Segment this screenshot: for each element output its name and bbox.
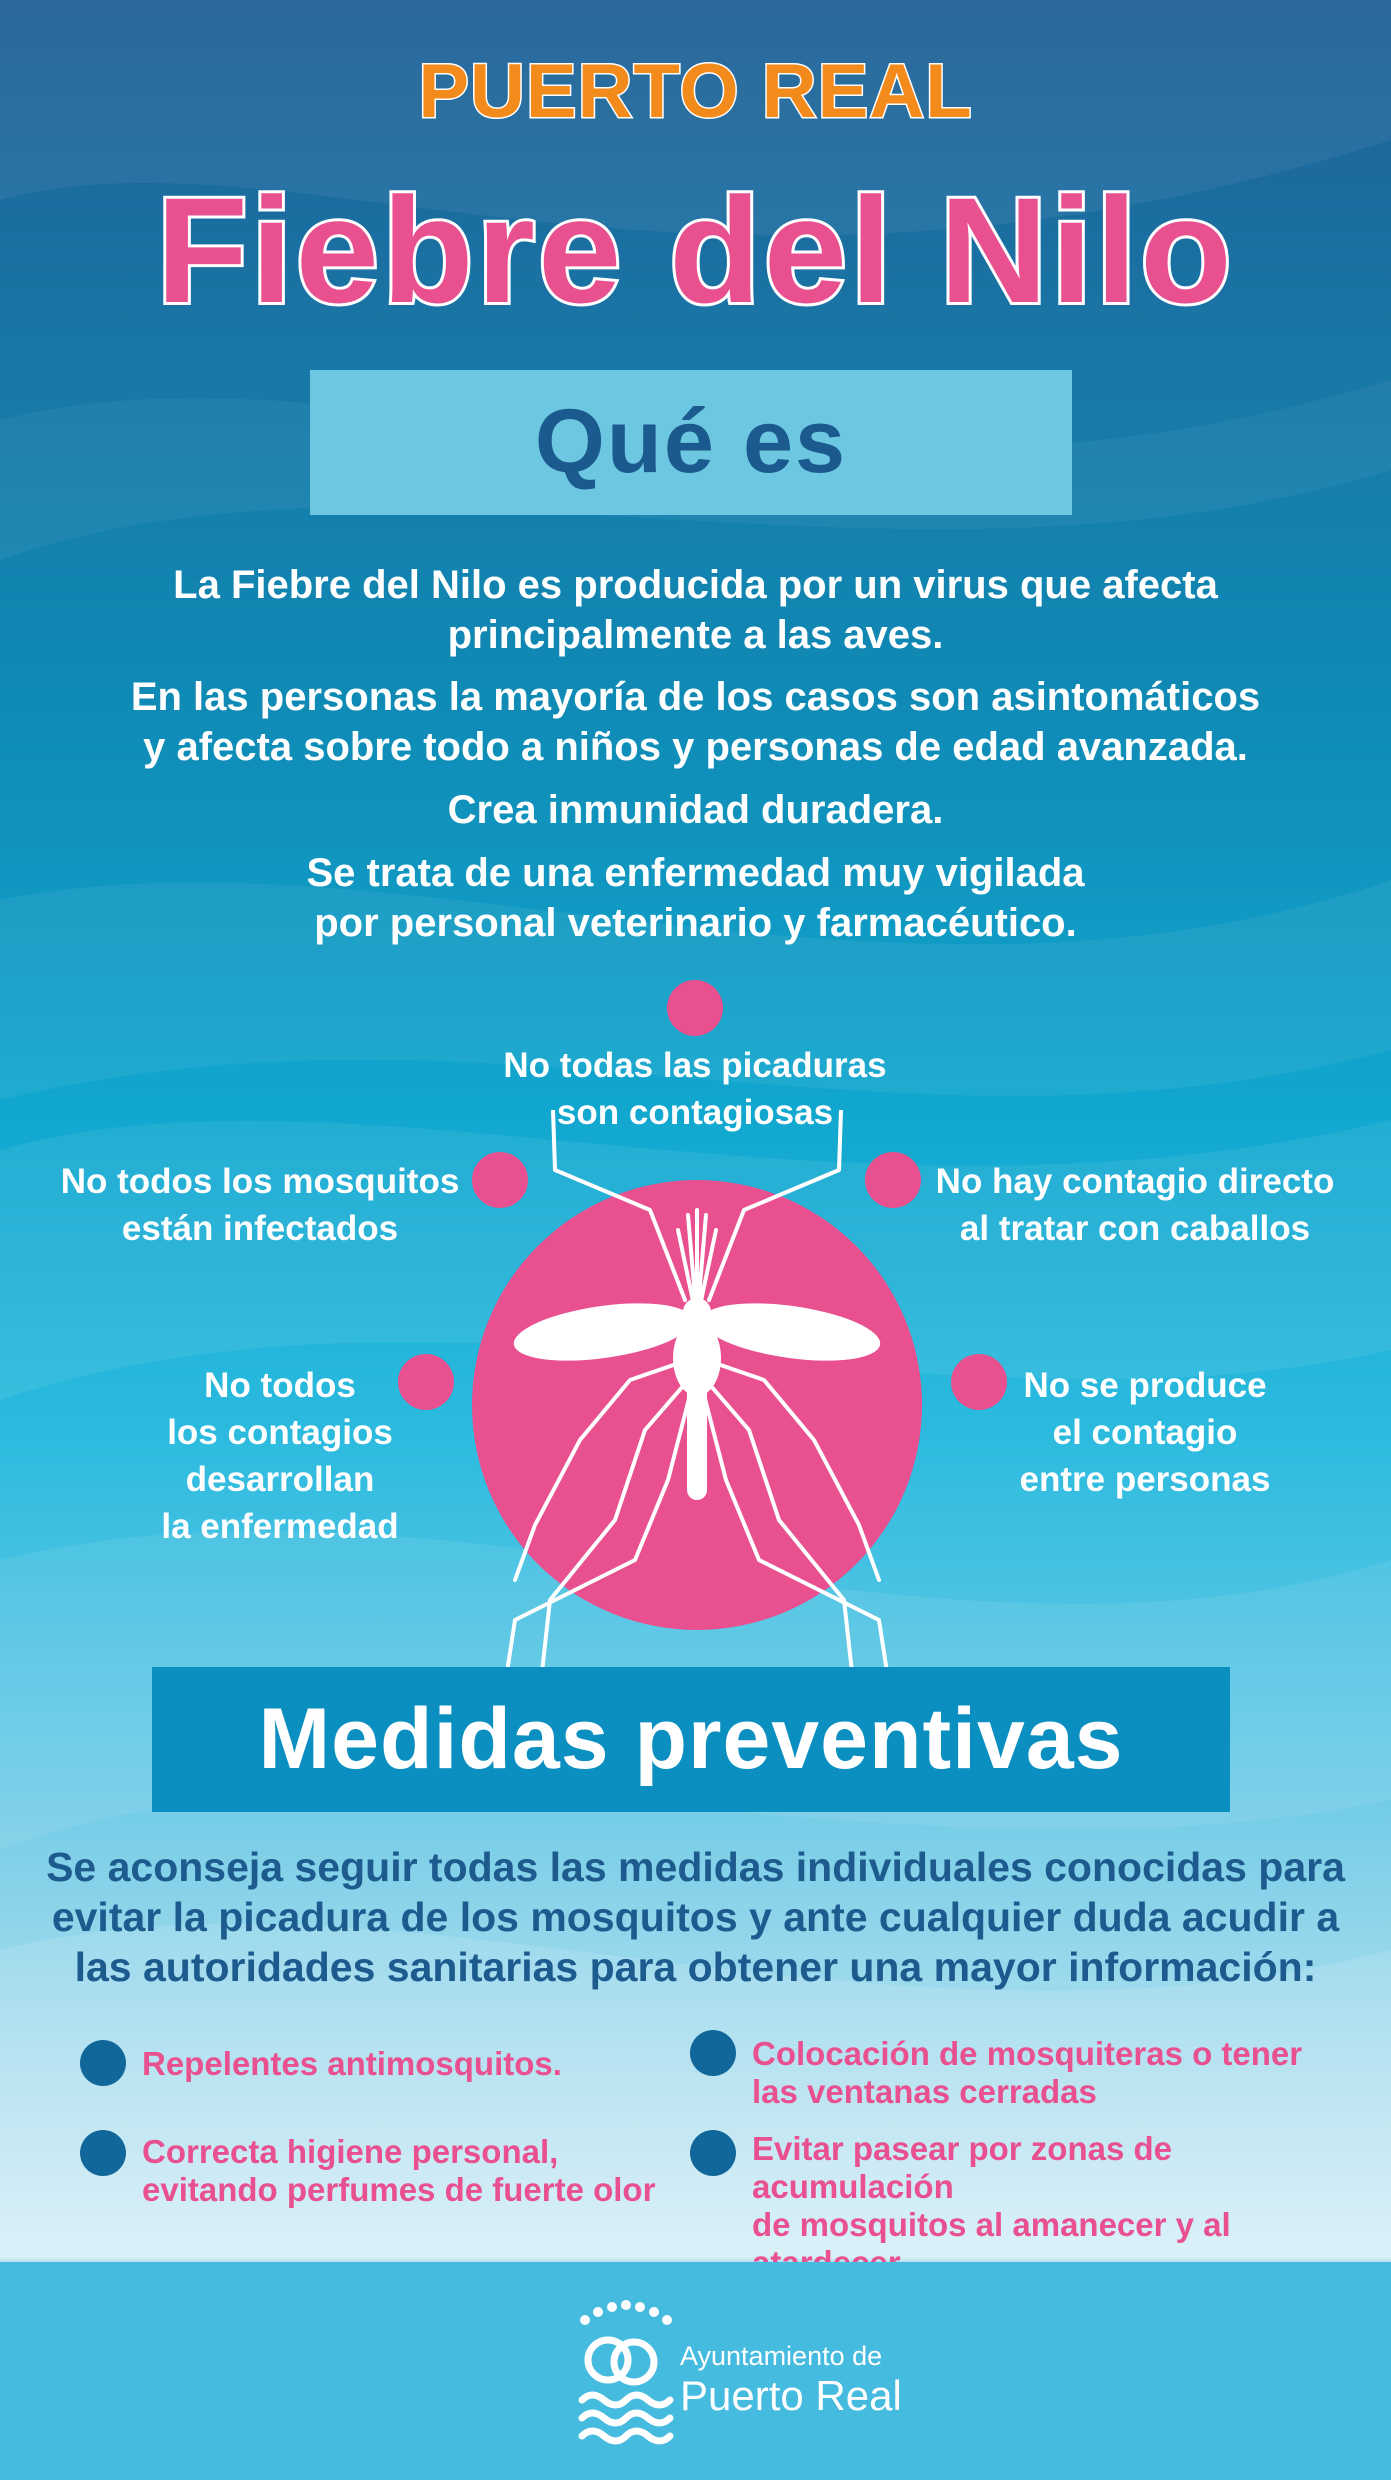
- fact-line: al tratar con caballos: [959, 1209, 1311, 1248]
- measure-line: Colocación de mosquiteras o tener: [752, 2035, 1303, 2072]
- medidas-heading-box: [152, 1667, 1230, 1812]
- fact-top: [445, 1042, 945, 1136]
- measure-line: las ventanas cerradas: [752, 2073, 1097, 2110]
- intro-line: Crea inmunidad duradera.: [447, 788, 944, 832]
- footer-line-1: Ayuntamiento de: [680, 2341, 883, 2371]
- fact-line: No hay contagio directo: [935, 1162, 1335, 1201]
- ayuntamiento-logo-icon: [570, 2300, 680, 2450]
- measure-item-evitar-pasear: [752, 2130, 1362, 2282]
- fact-upper-left: [50, 1158, 470, 1252]
- fact-line: están infectados: [121, 1209, 399, 1248]
- fact-line: entre personas: [1019, 1460, 1271, 1499]
- measure-line: Evitar pasear por zonas de acumulación: [752, 2130, 1172, 2205]
- fact-line: No se produce: [1023, 1366, 1267, 1405]
- fact-dot-lower-right: [951, 1354, 1007, 1410]
- footer-line-2: Puerto Real: [680, 2372, 902, 2419]
- fact-line: No todos: [204, 1366, 356, 1405]
- intro-line: principalmente a las aves.: [447, 613, 944, 657]
- measure-item-higiene: [142, 2133, 682, 2209]
- advice-text: [30, 1842, 1361, 1992]
- measure-line: evitando perfumes de fuerte olor: [142, 2171, 656, 2208]
- fact-dot-upper-right: [865, 1152, 921, 1208]
- fact-dot-top: [667, 980, 723, 1036]
- advice-line: Se aconseja seguir todas las medidas individuales conocidas para: [46, 1844, 1345, 1890]
- intro-line: La Fiebre del Nilo es producida por un virus que afecta: [173, 563, 1218, 607]
- medidas-heading: Medidas preventivas: [258, 1691, 1124, 1787]
- brand-title: PUERTO REAL: [418, 49, 973, 134]
- intro-line: por personal veterinario y farmacéutico.: [314, 901, 1077, 945]
- intro-line: y afecta sobre todo a niños y personas de edad avanzada.: [143, 725, 1248, 769]
- intro-line: En las personas la mayoría de los casos son asintomáticos: [130, 675, 1261, 719]
- intro-paragraph-2: [60, 672, 1331, 772]
- fact-line: son contagiosas: [556, 1093, 834, 1132]
- bullet-dot: [690, 2130, 736, 2176]
- footer-logo-text: [680, 2340, 902, 2420]
- measure-line: de mosquitos al amanecer y al: [752, 2206, 1231, 2243]
- intro-line: Se trata de una enfermedad muy vigilada: [306, 851, 1085, 895]
- main-title: Fiebre del Nilo: [156, 166, 1235, 334]
- fact-line: No todas las picaduras: [503, 1046, 887, 1085]
- advice-line: evitar la picadura de los mosquitos y ante cualquier duda acudir a: [51, 1894, 1340, 1940]
- intro-paragraph-1: [60, 560, 1331, 660]
- fact-upper-right: [925, 1158, 1345, 1252]
- advice-line: las autoridades sanitarias para obtener una mayor información:: [74, 1944, 1317, 1990]
- bullet-dot: [80, 2130, 126, 2176]
- intro-paragraph-3: [60, 785, 1331, 835]
- fact-line: desarrollan: [185, 1460, 375, 1499]
- measure-item-repelentes: [142, 2045, 662, 2083]
- intro-paragraph-4: [60, 848, 1331, 948]
- fact-line: la enfermedad: [161, 1507, 399, 1546]
- measure-line: Repelentes antimosquitos.: [142, 2045, 562, 2082]
- bullet-dot: [80, 2040, 126, 2086]
- fact-lower-right: [1000, 1362, 1290, 1503]
- que-es-heading-box: [310, 370, 1072, 515]
- fact-line: No todos los mosquitos: [60, 1162, 460, 1201]
- que-es-heading: Qué es: [534, 392, 848, 492]
- measure-line: Correcta higiene personal,: [142, 2133, 559, 2170]
- fact-line: los contagios: [167, 1413, 393, 1452]
- measure-item-mosquiteras: [752, 2035, 1352, 2111]
- bullet-dot: [690, 2030, 736, 2076]
- fact-dot-upper-left: [472, 1152, 528, 1208]
- fact-line: el contagio: [1052, 1413, 1238, 1452]
- fact-lower-left: [120, 1362, 440, 1550]
